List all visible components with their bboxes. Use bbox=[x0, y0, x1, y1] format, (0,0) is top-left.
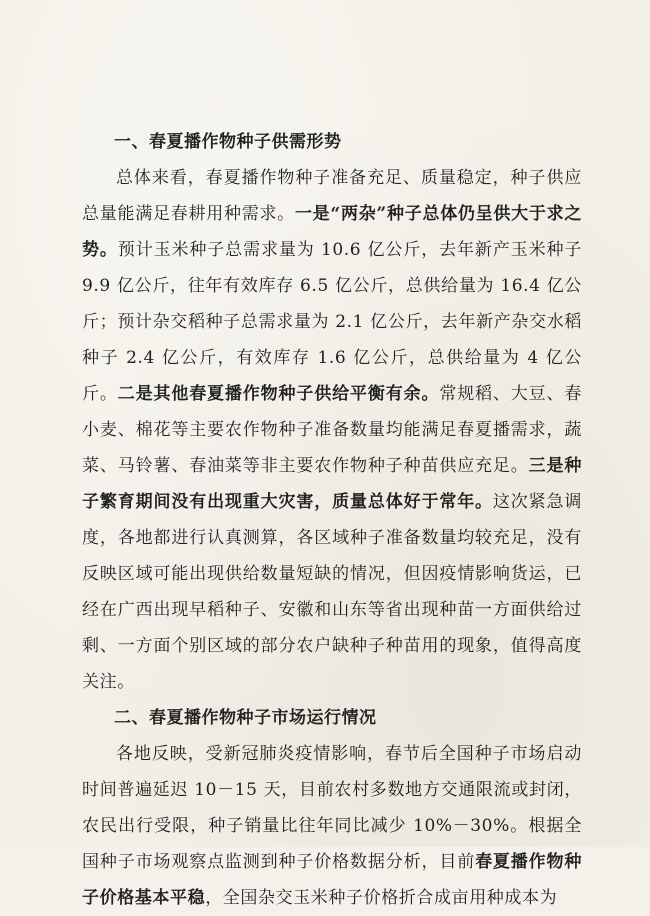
section-2-paragraph bbox=[82, 736, 582, 916]
bold-point-3: 三是种子繁育期间没有出现重大灾害，质量总体好于常年。 bbox=[82, 456, 582, 512]
point-1-text: 预计玉米种子总需求量为 10.6 亿公斤，去年新产玉米种子 9.9 亿公斤，往年有效库存 6.5 亿公斤，总供给量为 16.4 亿公斤；预计杂交稻种子总需求量为 2.1 亿公斤，去年新产杂交水稻种子 2.4 亿公斤，有效库存 1.6 亿公斤，总供给量为 4 亿公斤。 bbox=[82, 240, 582, 404]
price-text: ，全国杂交玉米种子价格折合成亩用种成本为 bbox=[205, 888, 558, 908]
document-body bbox=[82, 124, 582, 916]
bold-price-stable: 春夏播作物种子价格基本平稳 bbox=[82, 852, 582, 908]
bold-point-2: 二是其他春夏播作物种子供给平衡有余。 bbox=[117, 384, 440, 404]
market-text: 各地反映，受新冠肺炎疫情影响，春节后全国种子市场启动时间普遍延迟 10－15 天，目前农村多数地方交通限流或封闭，农民出行受限，种子销量比往年同比减少 10%－30%。根据全国种子市场观察点监测到种子价格数据分析，目前 bbox=[82, 744, 582, 872]
intro-text: 总体来看，春夏播作物种子准备充足、质量稳定，种子供应总量能满足春耕用种需求。 bbox=[82, 168, 582, 224]
point-3-text: 这次紧急调度，各地都进行认真测算，各区域种子准备数量均较充足，没有反映区域可能出现供给数量短缺的情况，但因疫情影响货运，已经在广西出现早稻种子、安徽和山东等省出现种苗一方面供给过剩、一方面个别区域的部分农户缺种子种苗用的现象，值得高度关注。 bbox=[82, 492, 582, 692]
section-1-paragraph bbox=[82, 160, 582, 700]
section-heading-2: 二、春夏播作物种子市场运行情况 bbox=[114, 708, 377, 728]
bold-point-1: 一是“两杂”种子总体仍呈供大于求之势。 bbox=[82, 204, 582, 260]
point-2-text: 常规稻、大豆、春小麦、棉花等主要农作物种子准备数量均能满足春夏播需求，蔬菜、马铃薯、春油菜等非主要农作物种子种苗供应充足。 bbox=[82, 384, 582, 476]
section-heading-1: 一、春夏播作物种子供需形势 bbox=[114, 132, 342, 152]
